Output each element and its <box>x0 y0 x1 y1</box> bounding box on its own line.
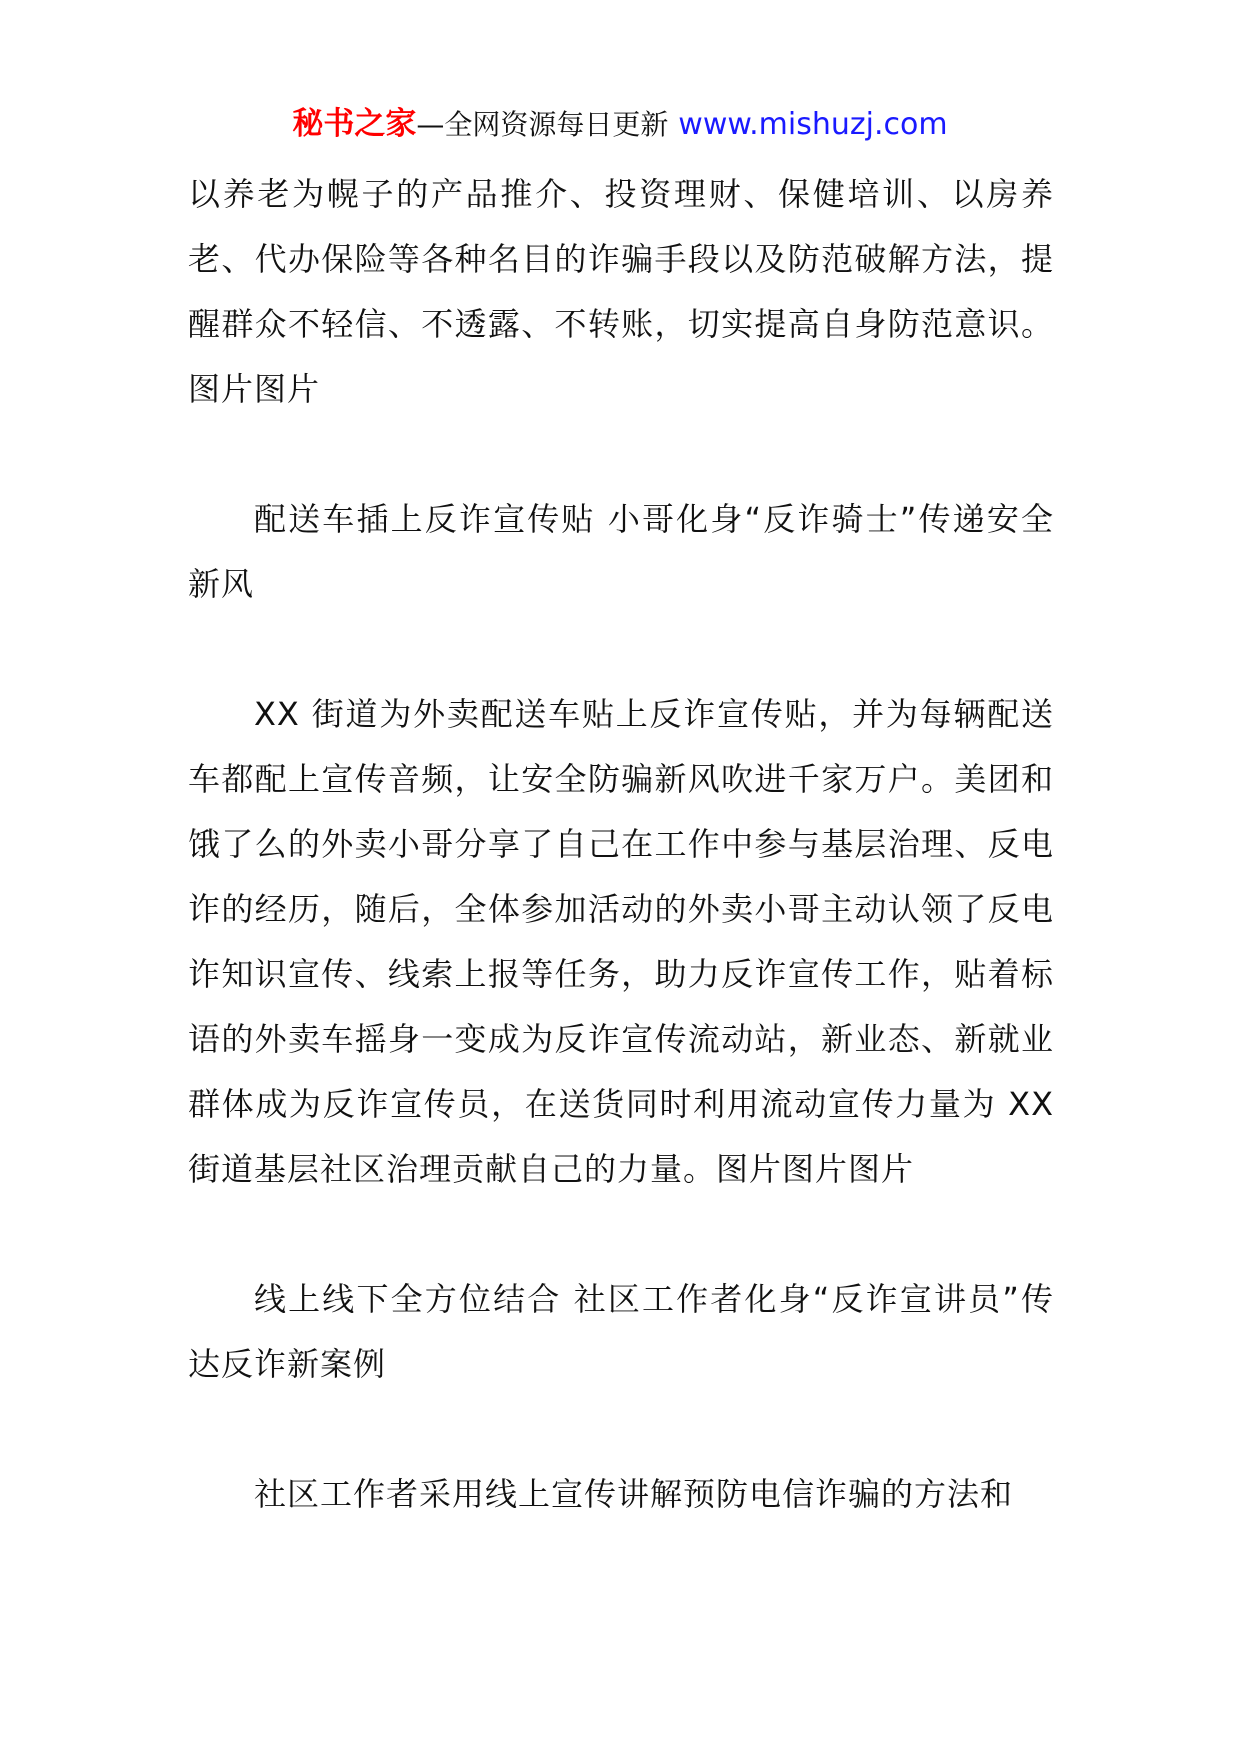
paragraph-spacer <box>188 1397 1054 1462</box>
section-heading-2: 线上线下全方位结合 社区工作者化身“反诈宣讲员”传达反诈新案例 <box>188 1280 1054 1383</box>
header-tagline: —全网资源每日更新 <box>416 108 669 141</box>
paragraph-spacer <box>188 617 1054 682</box>
paragraph-spacer <box>188 1202 1054 1267</box>
site-url-link[interactable]: www.mishuzj.com <box>678 107 948 142</box>
paragraph-1: 以养老为幌子的产品推介、投资理财、保健培训、以房养老、代办保险等各种名目的诈骗手段以及防范破解方法，提醒群众不轻信、不透露、不转账，切实提高自身防范意识。图片图片 <box>188 175 1054 408</box>
paragraph-2: XX 街道为外卖配送车贴上反诈宣传贴，并为每辆配送车都配上宣传音频，让安全防骗新风吹进千家万户。美团和饿了么的外卖小哥分享了自己在工作中参与基层治理、反电诈的经历，随后，全体参加活动的外卖小哥主动认领了反电诈知识宣传、线索上报等任务，助力反诈宣传工作，贴着标语的外卖车摇身一变成为反诈宣传流动站，新业态、新就业群体成为反诈宣传员，在送货同时利用流动宣传力量为 XX 街道基层社区治理贡献自己的力量。图片图片图片 <box>188 695 1054 1188</box>
paragraph-spacer <box>188 422 1054 487</box>
site-header <box>0 98 1240 151</box>
brand-name: 秘书之家 <box>292 106 417 142</box>
document-body <box>188 162 1054 1527</box>
section-heading-1: 配送车插上反诈宣传贴 小哥化身“反诈骑士”传递安全新风 <box>188 500 1054 603</box>
paragraph-3: 社区工作者采用线上宣传讲解预防电信诈骗的方法和 <box>254 1475 1014 1513</box>
